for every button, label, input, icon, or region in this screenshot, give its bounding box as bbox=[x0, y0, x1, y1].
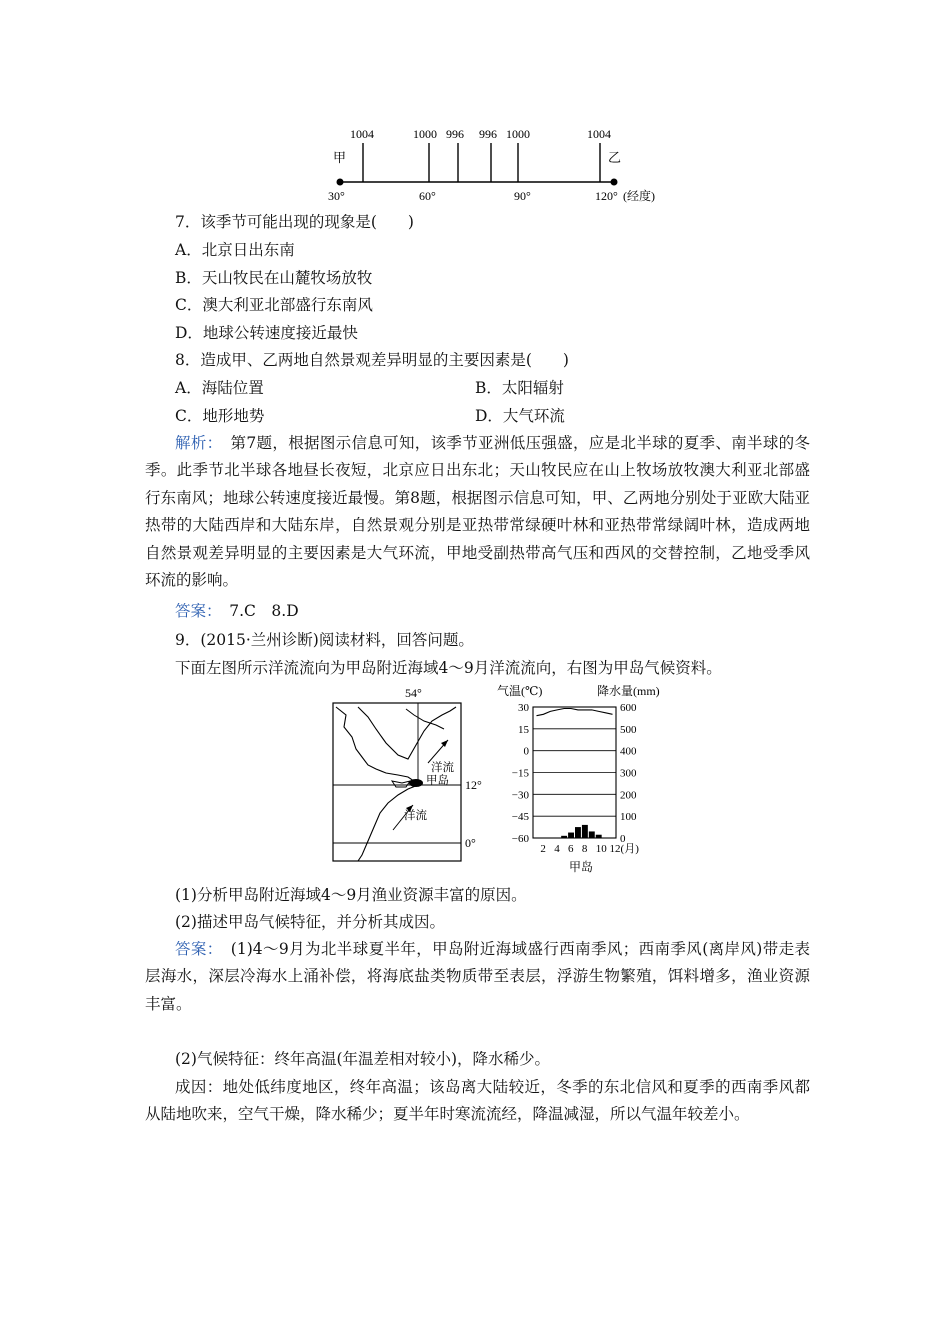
q9-sub1: (1)分析甲岛附近海域4～9月渔业资源丰富的原因。 bbox=[175, 886, 527, 904]
lon-tick-label: 90° bbox=[514, 189, 531, 203]
point-yi bbox=[611, 179, 618, 186]
month-tick-label: 2 bbox=[540, 843, 546, 855]
month-tick-label: 4 bbox=[554, 843, 560, 855]
q7-option-b: B．天山牧民在山麓牧场放牧 bbox=[175, 269, 373, 287]
precip-bar bbox=[561, 836, 567, 838]
isobar-label: 996 bbox=[479, 127, 497, 141]
precip-tick-label: 100 bbox=[620, 811, 637, 824]
isobar-label: 1004 bbox=[350, 127, 374, 141]
q7-stem: 7．该季节可能出现的现象是( ) bbox=[175, 213, 414, 231]
isobar-label: 1000 bbox=[413, 127, 437, 141]
temp-axis-title: 气温(℃) bbox=[497, 684, 543, 698]
coastline-horn bbox=[392, 781, 410, 787]
q9-sub2: (2)描述甲岛气候特征，并分析其成因。 bbox=[175, 913, 445, 931]
axis-unit-label: (经度) bbox=[623, 189, 655, 203]
precip-bar bbox=[589, 831, 595, 838]
q8-option-a: A．海陆位置 bbox=[175, 379, 264, 397]
pressure-profile-figure bbox=[325, 125, 665, 205]
precip-tick-label: 400 bbox=[620, 745, 637, 758]
isobar-label: 1000 bbox=[506, 127, 530, 141]
month-tick-label: 10 bbox=[595, 843, 607, 855]
q9-stem: 9．(2015·兰州诊断)阅读材料，回答问题。 bbox=[175, 631, 474, 649]
temp-tick-label: −60 bbox=[511, 833, 529, 845]
climate-caption: 甲岛 bbox=[569, 860, 594, 874]
temp-tick-label: −45 bbox=[511, 811, 529, 824]
climate-chart bbox=[497, 683, 702, 875]
answer2-paragraph-1 bbox=[145, 936, 810, 1018]
q7-option-a: A．北京日出东南 bbox=[175, 241, 295, 259]
map-lat-0-label: 0° bbox=[465, 836, 476, 850]
answer2-text-1: (1)4～9月为北半球夏半年，甲岛附近海域盛行西南季风；西南季风(离岸风)带走表层海水，深层冷海水上涌补偿，将海底盐类物质带至表层，浮游生物繁殖，饵料增多，渔业资源丰富。 bbox=[145, 940, 810, 1013]
temp-tick-label: −15 bbox=[511, 767, 529, 780]
point-jia bbox=[337, 179, 344, 186]
precip-bars bbox=[561, 825, 602, 838]
answer2-paragraph-2: (2)气候特征：终年高温(年温差相对较小)，降水稀少。 bbox=[175, 1050, 551, 1068]
temp-line bbox=[537, 709, 613, 716]
answer2-label: 答案： bbox=[175, 940, 215, 958]
q8-stem: 8．造成甲、乙两地自然景观差异明显的主要因素是( ) bbox=[175, 351, 569, 369]
coastline-arabia bbox=[358, 707, 456, 759]
precip-bar bbox=[596, 835, 602, 838]
point-right-label: 乙 bbox=[608, 150, 622, 165]
temp-tick-label: 0 bbox=[523, 745, 529, 758]
map-lat-12-label: 12° bbox=[465, 778, 482, 792]
precip-bar bbox=[582, 825, 588, 838]
temp-tick-label: 30 bbox=[518, 702, 529, 714]
ocean-current-map bbox=[328, 685, 488, 865]
map-lon-label: 54° bbox=[405, 686, 422, 700]
analysis-paragraph bbox=[145, 430, 810, 594]
answer1-line bbox=[175, 601, 299, 621]
precip-bar bbox=[568, 833, 574, 838]
month-tick-label: 8 bbox=[581, 843, 588, 855]
isobar-label: 996 bbox=[446, 127, 464, 141]
q9-intro: 下面左图所示洋流流向为甲岛附近海域4～9月洋流流向，右图为甲岛气候资料。 bbox=[175, 659, 722, 677]
answer1-label: 答案： bbox=[175, 602, 214, 620]
answer1-text: 7.C 8.D bbox=[213, 602, 299, 620]
precip-tick-label: 600 bbox=[620, 702, 637, 714]
isobar-label: 1004 bbox=[587, 127, 611, 141]
lon-tick-label: 120° bbox=[595, 189, 618, 203]
island-jia-shape bbox=[409, 779, 423, 787]
precip-axis-title: 降水量(mm) bbox=[597, 684, 660, 698]
analysis-label: 解析： bbox=[175, 434, 215, 452]
current-label-bottom: 洋流 bbox=[404, 810, 427, 822]
precip-tick-label: 200 bbox=[620, 789, 637, 802]
lon-tick-label: 30° bbox=[328, 189, 345, 203]
isobar-lines bbox=[363, 143, 600, 182]
q7-option-c: C．澳大利亚北部盛行东南风 bbox=[175, 296, 373, 314]
q8-option-c: C．地形地势 bbox=[175, 407, 265, 425]
temp-tick-label: 15 bbox=[518, 723, 529, 736]
precip-tick-label: 0 bbox=[620, 833, 626, 845]
month-tick-label: 6 bbox=[568, 843, 574, 855]
lon-tick-label: 60° bbox=[419, 189, 436, 203]
precip-bar bbox=[575, 827, 581, 838]
island-label: 甲岛 bbox=[426, 775, 449, 787]
climate-grid bbox=[533, 729, 616, 816]
coastline-gulf bbox=[406, 709, 444, 729]
q7-option-d: D．地球公转速度接近最快 bbox=[175, 324, 358, 342]
q8-option-b: B．太阳辐射 bbox=[475, 379, 564, 397]
precip-tick-label: 500 bbox=[620, 723, 637, 736]
answer2-paragraph-3: 成因：地处低纬度地区，终年高温；该岛离大陆较近，冬季的东北信风和夏季的西南季风都从陆地吹来，空气干燥，降水稀少；夏半年时寒流流经，降温减湿，所以气温年较差小。 bbox=[145, 1078, 810, 1124]
current-label-top: 洋流 bbox=[431, 762, 454, 774]
precip-tick-label: 300 bbox=[620, 767, 637, 780]
current-arrowhead-top bbox=[441, 740, 448, 747]
q8-option-d: D．大气环流 bbox=[475, 407, 565, 425]
analysis-text: 第7题，根据图示信息可知，该季节亚洲低压强盛，应是北半球的夏季、南半球的冬季。此季节北半球各地昼长夜短，北京应日出东北；天山牧民应在山上牧场放牧澳大利亚北部盛行东南风；地球公转速度接近最慢。第8题，根据图示信息可知，甲、乙两地分别处于亚欧大陆亚热带的大陆西岸和大陆东岸，自然景观分别是亚热带常绿硬叶林和亚热带常绿阔叶林，造成两地自然景观差异明显的主要因素是大气环流，甲地受副热带高气压和西风的交替控制，乙地受季风环流的影响。 bbox=[145, 434, 810, 590]
point-left-label: 甲 bbox=[333, 150, 347, 165]
month-tick-label: 12(月) bbox=[609, 843, 639, 855]
temp-tick-label: −30 bbox=[511, 789, 529, 802]
